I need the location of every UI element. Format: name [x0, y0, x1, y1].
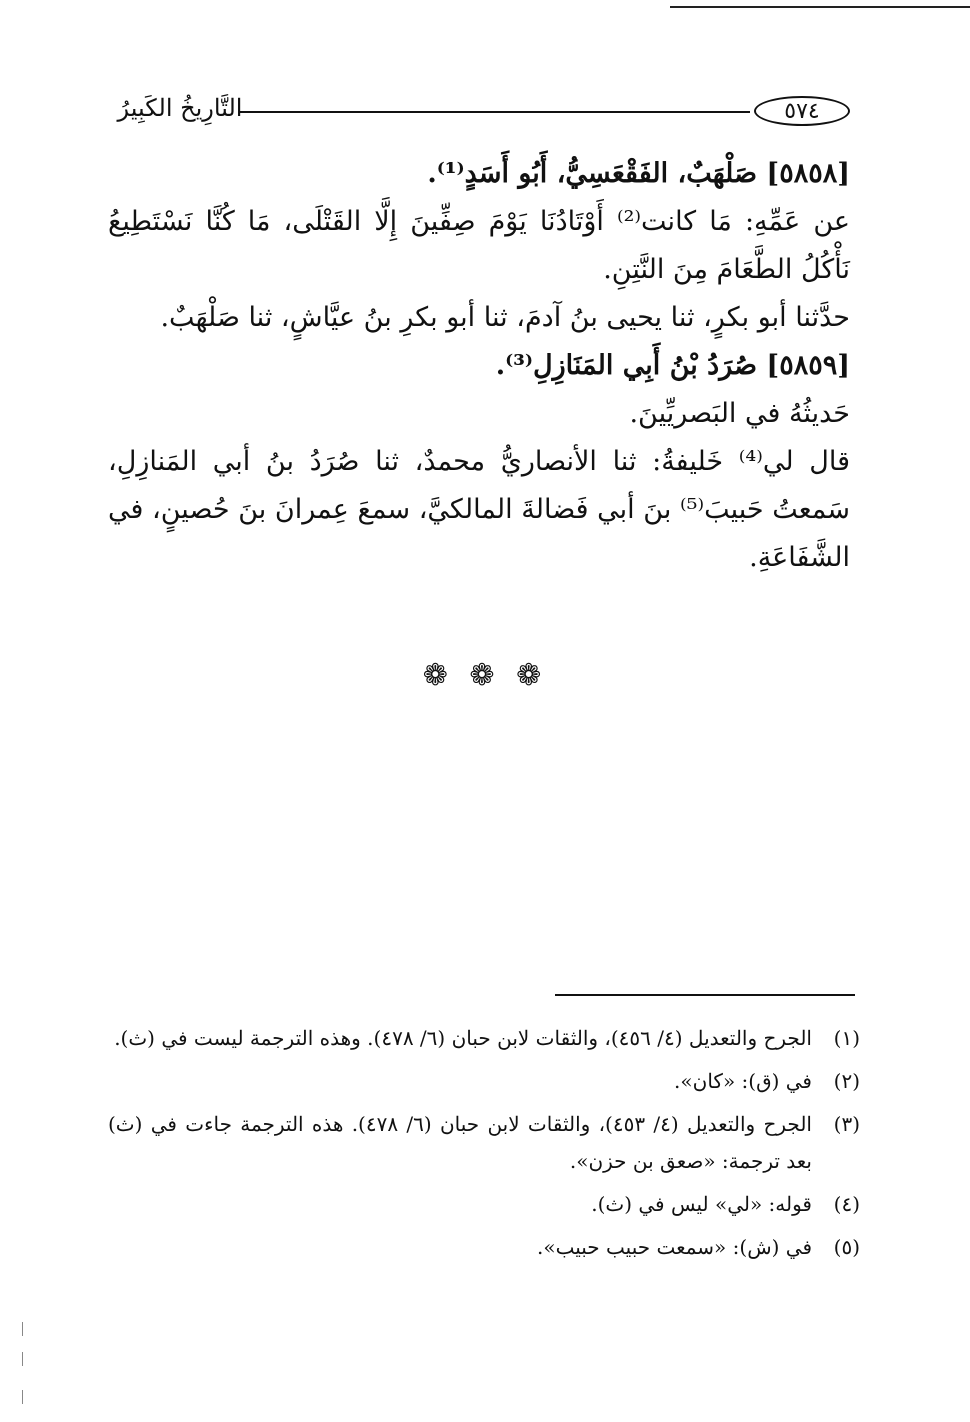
entry-5859-title: [٥٨٥٩] صُرَدُ بْنُ أَبِي المَنَازِلِ⁽³⁾. — [495, 350, 850, 381]
entry-5858-isnad: حدَّثنا أبو بكرٍ، ثنا يحيى بنُ آدمَ، ثنا أبو بكرِ بنُ عيَّاشٍ، ثنا صَلْهَبٌ. — [160, 302, 850, 333]
footnote-number: (٥) — [833, 1235, 860, 1259]
margin-tick — [22, 1352, 23, 1366]
top-edge-rule — [670, 6, 970, 8]
footnote-number: (٢) — [833, 1069, 860, 1093]
footnote-text: في (ش): «سمعت حبيب حبيب». — [537, 1235, 812, 1259]
footnote-3 — [108, 1106, 860, 1180]
margin-tick — [22, 1390, 23, 1404]
footnote-4 — [108, 1186, 860, 1223]
book-title: التَّارِيخُ الكَبِيرُ — [117, 94, 243, 122]
footnote-text: الجرح والتعديل (٤/ ٤٥٦)، والثقات لابن حبان (٦/ ٤٧٨). وهذه الترجمة ليست في (ث). — [114, 1026, 812, 1050]
header-rule — [240, 111, 750, 113]
footnote-text: الجرح والتعديل (٤/ ٤٥٣)، والثقات لابن حبان (٦/ ٤٧٨). هذه الترجمة جاءت في (ث) بعد ترجمة: «صعق بن حزن». — [108, 1112, 812, 1173]
footnote-number: (٤) — [833, 1192, 860, 1216]
entry-5858-text: عن عَمِّهِ: مَا كانت⁽²⁾ أَوْتَادُنَا يَوْمَ صِفِّينَ إِلَّا القَتْلَى، مَا كُنَّا نَسْتَطِيعُ نَأْكُلُ الطَّعَامَ مِنَ النَّتِنِ. — [108, 206, 850, 285]
entry-5859-isnad: قال لي⁽⁴⁾ خَليفةُ: ثنا الأنصاريُّ محمدٌ، ثنا صُرَدُ بنُ أبي المَنازِلِ، سَمعتُ حَبيبَ⁽⁵⁾ بنَ أبي فَضالةَ المالكيَّ، سمعَ عِمرانَ بنَ حُصينٍ، في الشَّفَاعَةِ. — [108, 446, 851, 573]
entry-5859-text: حَديثُهُ في البَصريِّينَ. — [629, 398, 850, 429]
footnote-1 — [108, 1020, 860, 1057]
page-header — [115, 92, 850, 132]
footnote-separator — [555, 994, 855, 996]
footnote-2 — [108, 1063, 860, 1100]
page-number: ٥٧٤ — [754, 96, 850, 126]
footnote-text: في (ق): «كان». — [674, 1069, 812, 1093]
footnote-text: قوله: «لي» ليس في (ث). — [591, 1192, 812, 1216]
footnotes — [108, 1020, 860, 1272]
section-ornament: ❁ ❁ ❁ — [422, 658, 548, 693]
main-text — [108, 150, 850, 582]
footnote-number: (١) — [833, 1026, 860, 1050]
margin-tick — [22, 1322, 23, 1336]
entry-5858-title: [٥٨٥٨] صَلْهَبٌ، الفَقْعَسِيُّ، أَبُو أَسَدٍ⁽¹⁾. — [427, 158, 850, 189]
footnote-5 — [108, 1229, 860, 1266]
footnote-number: (٣) — [833, 1112, 860, 1136]
